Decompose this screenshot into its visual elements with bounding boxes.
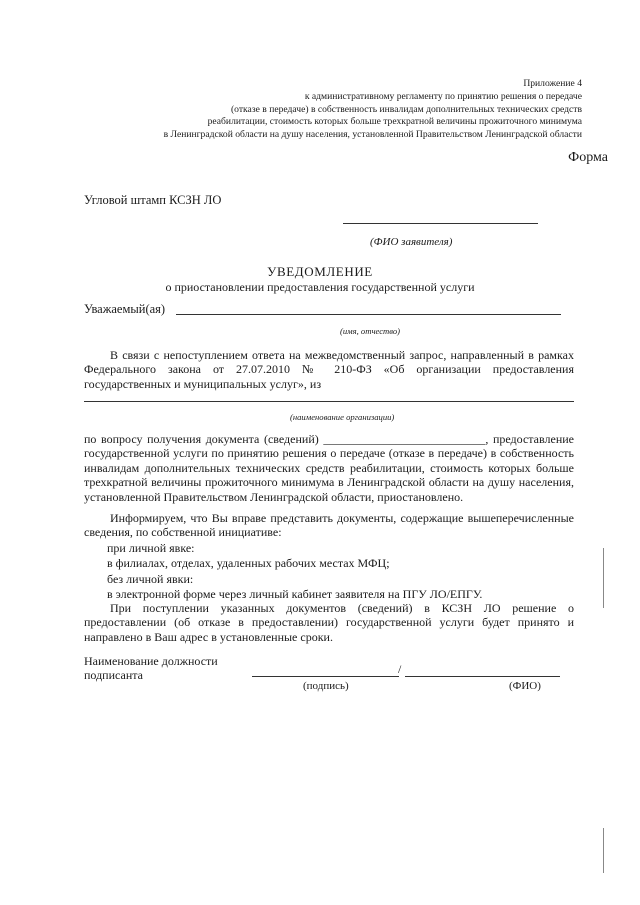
- corner-stamp-label: Угловой штамп КСЗН ЛО: [84, 193, 222, 207]
- signature-line: [252, 676, 399, 677]
- paragraph-inform: Информируем, что Вы вправе представить документы, содержащие вышеперечисленные сведения, по собственной инициативе:: [84, 511, 574, 540]
- header-line-1: Приложение 4: [523, 78, 582, 89]
- header-line-5: в Ленинградской области на душу населения, установленной Правительством Ленинградской области: [163, 129, 582, 141]
- document-blank: ___________________________: [323, 432, 486, 446]
- paragraph-interagency-request: В связи с непоступлением ответа на межведомственный запрос, направленный в рамках Федерального закона от 27.07.2010 № 210-ФЗ «Об организации предоставления государственных и муниципальных услуг», из: [84, 348, 574, 391]
- greeting: Уважаемый(ая): [84, 302, 166, 316]
- document-title: УВЕДОМЛЕНИЕ: [267, 264, 373, 279]
- name-hint: (имя, отчество): [340, 326, 401, 336]
- signature-hint: (подпись): [303, 680, 349, 692]
- signer-position-line2: подписанта: [84, 668, 143, 682]
- option-mfc: в филиалах, отделах, удаленных рабочих местах МФЦ;: [107, 556, 390, 571]
- fio-hint: (ФИО): [509, 680, 541, 692]
- organization-line: [84, 401, 574, 402]
- paragraph-suspension: [84, 432, 574, 504]
- header-line-2: к административному регламенту по принятию решения о передаче: [304, 90, 582, 102]
- paragraph-decision: При поступлении указанных документов (сведений) в КСЗН ЛО решение о предоставлении (об отказе в предоставлении) государственной услуги будет принято и направлено в Ваш адрес в установленные сроки.: [84, 601, 574, 644]
- scan-margin-mark: [603, 548, 604, 608]
- header-line-4: реабилитации, стоимость которых больше трехкратной величины прожиточного минимума: [207, 116, 582, 128]
- document-subtitle: о приостановлении предоставления государственной услуги: [165, 280, 475, 294]
- applicant-fio-hint: (ФИО заявителя): [370, 236, 453, 248]
- signer-position-line1: Наименование должности: [84, 654, 218, 668]
- fio-line: [405, 676, 560, 677]
- recipient-name-line: [176, 314, 561, 315]
- paragraph-suspension-start: по вопросу получения документа (сведений): [84, 432, 324, 446]
- option-in-person: при личной явке:: [107, 541, 195, 555]
- option-online: в электронной форме через личный кабинет заявителя на ПГУ ЛО/ЕПГУ.: [107, 587, 483, 602]
- header-line-3: (отказе в передаче) в собственность инвалидам дополнительных технических средств: [230, 103, 582, 115]
- submission-options: [107, 541, 482, 603]
- organization-hint: (наименование организации): [290, 412, 395, 422]
- paragraph-suspension-rest: , предоставление государственной услуги по принятию решения о передаче (отказе в передаче) в собственность инвалидам дополнительных технических средств реабилитации, стоимость которых больше трехкратной величины прожиточного минимума в Ленинградской области на душу населения, установленной Правительством Ленинградской области, приостановлено.: [84, 432, 574, 504]
- option-remote: без личной явки:: [107, 571, 194, 586]
- applicant-fio-line: [343, 223, 538, 224]
- scan-margin-mark-lower: [603, 828, 604, 873]
- signature-slash: /: [398, 662, 402, 676]
- form-label: Форма: [568, 150, 608, 165]
- appendix-header: [164, 78, 582, 142]
- signer-position-label: [84, 654, 218, 682]
